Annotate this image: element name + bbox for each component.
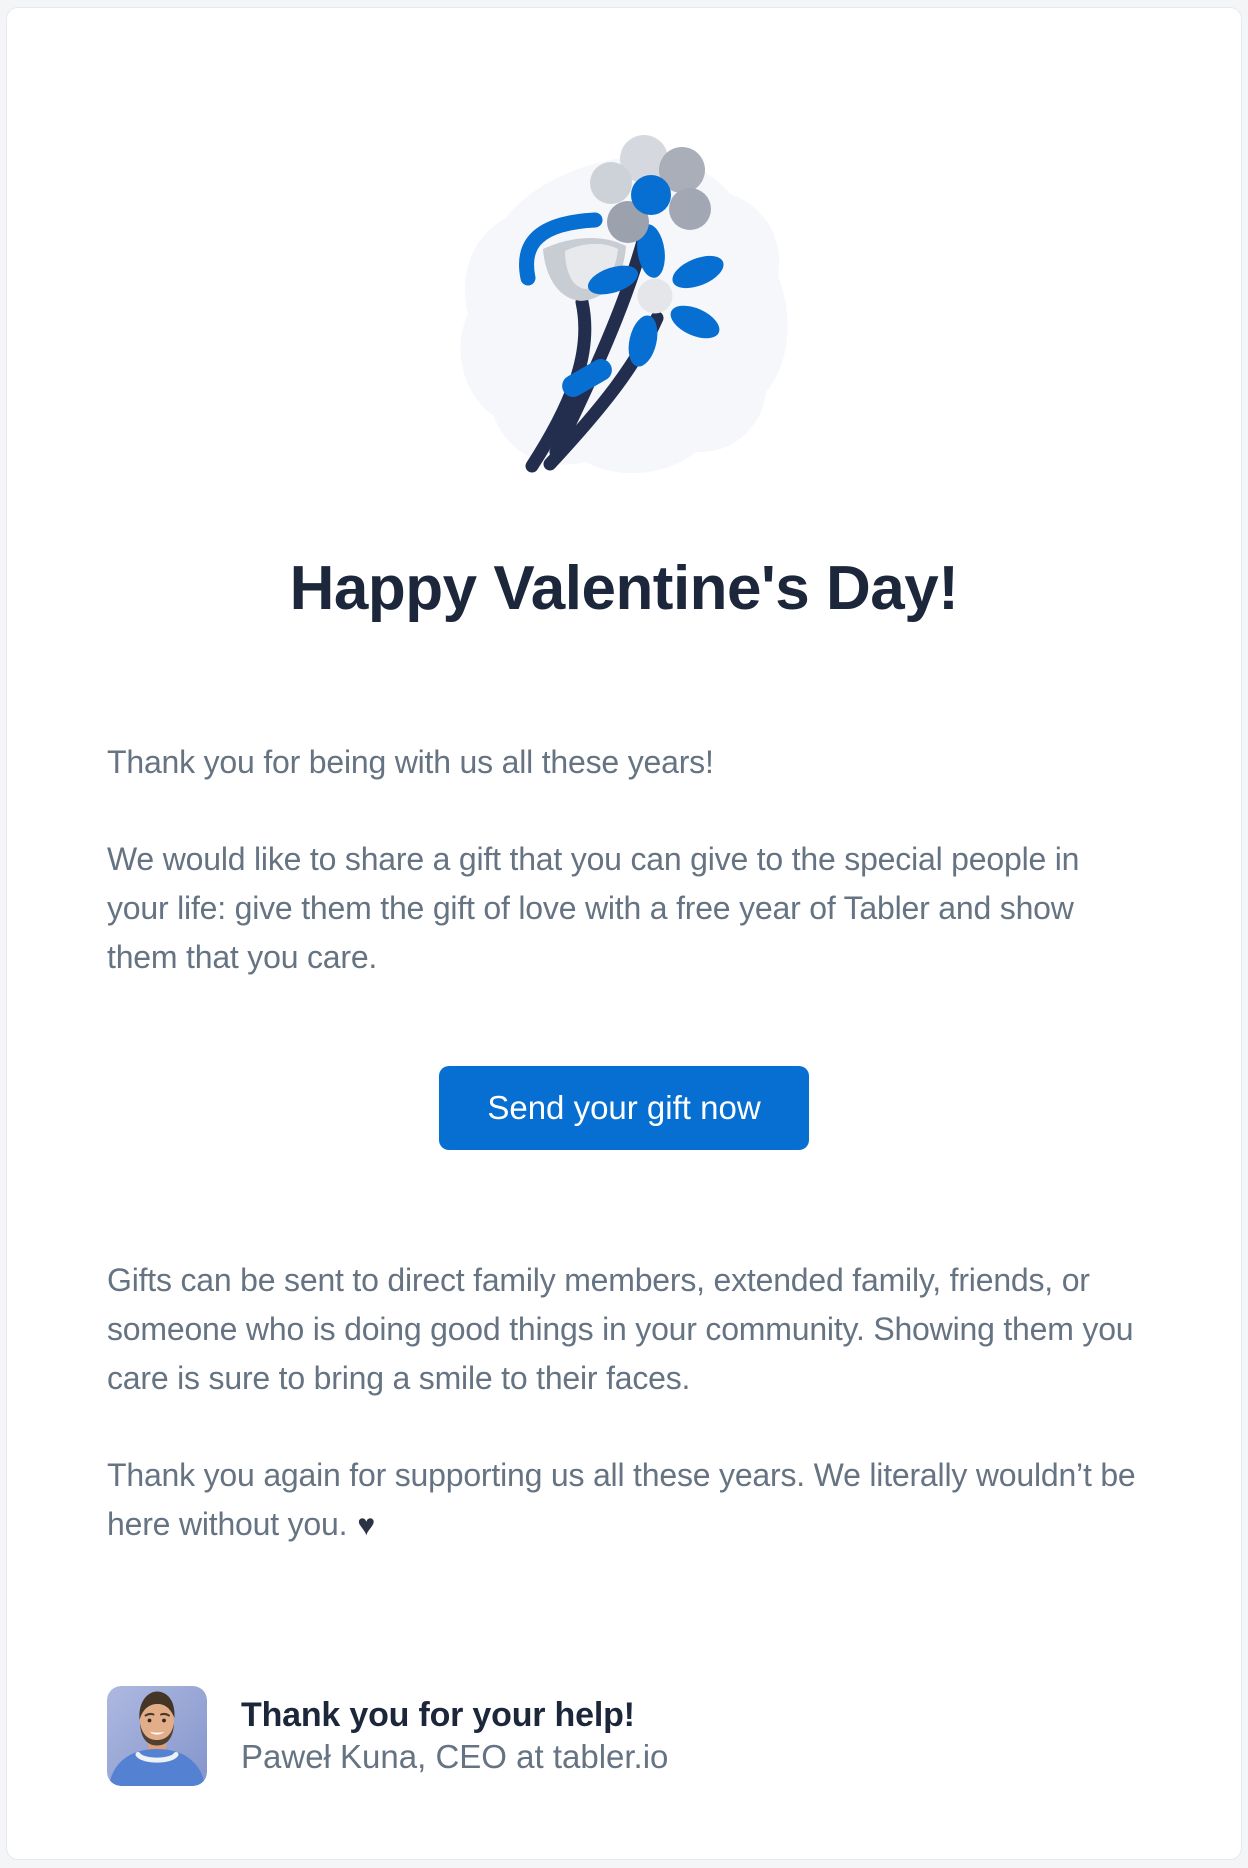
paragraph-gratitude [107,1451,1141,1550]
text-line: Gifts can be sent to direct family members, extended family, friends, or [107,1262,1090,1298]
text-line: We would like to share a gift that you can give to the special people in [107,841,1080,877]
cta-row [107,1066,1141,1150]
text-line: care is sure to bring a smile to their faces. [107,1360,691,1396]
signature-block [107,1686,1141,1786]
signature-title: Thank you for your help! [241,1696,635,1734]
text-line: Thank you again for supporting us all these years. We literally wouldn’t be [107,1457,1136,1493]
text-line: someone who is doing good things in your community. Showing them you [107,1311,1134,1347]
flower-bouquet-illustration [414,120,834,540]
text-line: your life: give them the gift of love with a free year of Tabler and show [107,890,1074,926]
heart-icon: ♥ [357,1509,375,1542]
avatar [107,1686,207,1786]
text-line [107,1500,1141,1550]
email-body [7,738,1241,1786]
signature-text [241,1694,668,1778]
paragraph-thanks [107,738,1141,787]
text-line: Thank you for being with us all these years! [107,744,714,780]
page-title: Happy Valentine's Day! [289,554,959,623]
send-gift-button[interactable]: Send your gift now [439,1066,808,1150]
paragraph-gift-details [107,1256,1141,1403]
paragraph-gift-offer [107,835,1141,982]
hero-illustration [414,120,834,540]
email-card [6,7,1242,1860]
text-line: them that you care. [107,939,378,975]
avatar-photo [107,1686,207,1786]
signature-byline: Paweł Kuna, CEO at tabler.io [241,1738,669,1775]
text: here without you. [107,1506,348,1542]
